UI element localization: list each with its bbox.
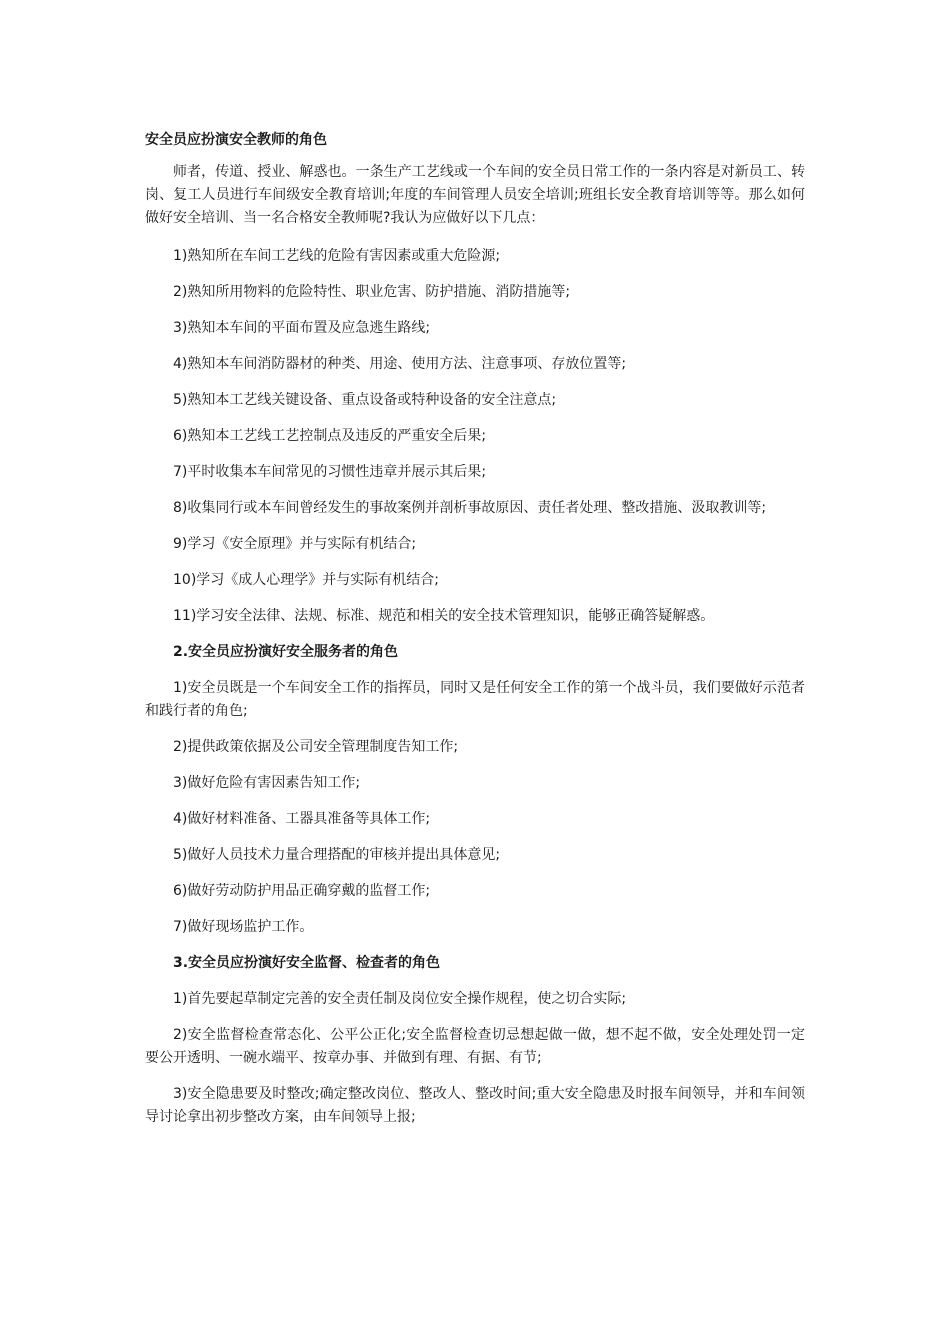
- list-item: 5)熟知本工艺线关键设备、重点设备或特种设备的安全注意点;: [173, 392, 557, 408]
- list-item: 5)做好人员技术力量合理搭配的审核并提出具体意见;: [173, 847, 501, 863]
- section-3-heading: 3.安全员应扮演好安全监督、检查者的角色: [173, 955, 441, 971]
- section-3-list: [145, 988, 805, 1129]
- list-item: 1)安全员既是一个车间安全工作的指挥员，同时又是任何安全工作的第一个战斗员，我们要做好示范者和践行者的角色;: [145, 680, 805, 719]
- list-item: 6)熟知本工艺线工艺控制点及违反的严重安全后果;: [173, 428, 487, 444]
- list-item: 10)学习《成人心理学》并与实际有机结合;: [173, 572, 439, 588]
- list-item: 7)做好现场监护工作。: [173, 919, 314, 935]
- list-item: 6)做好劳动防护用品正确穿戴的监督工作;: [173, 883, 431, 899]
- section-2-heading: 2.安全员应扮演好安全服务者的角色: [173, 644, 399, 660]
- list-item: 4)熟知本车间消防器材的种类、用途、使用方法、注意事项、存放位置等;: [173, 356, 627, 372]
- document-page: [145, 118, 805, 1142]
- list-item: 2)熟知所用物料的危险特性、职业危害、防护措施、消防措施等;: [173, 284, 571, 300]
- section-1-list: [145, 245, 805, 628]
- list-item: 2)提供政策依据及公司安全管理制度告知工作;: [173, 739, 459, 755]
- intro-paragraph: 师者，传道、授业、解惑也。一条生产工艺线或一个车间的安全员日常工作的一条内容是对新员工、转岗、复工人员进行车间级安全教育培训;年度的车间管理人员安全培训;班组长安全教育培训等等。那么如何做好安全培训、当一名合格安全教师呢?我认为应做好以下几点：: [145, 164, 805, 226]
- section-2-list: [145, 677, 805, 939]
- list-item: 3)熟知本车间的平面布置及应急逃生路线;: [173, 320, 431, 336]
- list-item: 11)学习安全法律、法规、标准、规范和相关的安全技术管理知识，能够正确答疑解惑。: [173, 608, 715, 624]
- list-item: 1)首先要起草制定完善的安全责任制及岗位安全操作规程，使之切合实际;: [173, 991, 627, 1007]
- list-item: 7)平时收集本车间常见的习惯性违章并展示其后果;: [173, 464, 487, 480]
- list-item: 3)做好危险有害因素告知工作;: [173, 775, 361, 791]
- document-title: 安全员应扮演安全教师的角色: [145, 132, 327, 148]
- list-item: 9)学习《安全原理》并与实际有机结合;: [173, 536, 417, 552]
- list-item: 4)做好材料准备、工器具准备等具体工作;: [173, 811, 431, 827]
- list-item: 1)熟知所在车间工艺线的危险有害因素或重大危险源;: [173, 248, 501, 264]
- list-item: 3)安全隐患要及时整改;确定整改岗位、整改人、整改时间;重大安全隐患及时报车间领导，并和车间领导讨论拿出初步整改方案，由车间领导上报;: [145, 1086, 805, 1125]
- list-item: 8)收集同行或本车间曾经发生的事故案例并剖析事故原因、责任者处理、整改措施、汲取教训等;: [173, 500, 767, 516]
- list-item: 2)安全监督检查常态化、公平公正化;安全监督检查切忌想起做一做，想不起不做，安全处理处罚一定要公开透明、一碗水端平、按章办事、并做到有理、有据、有节;: [145, 1027, 805, 1066]
